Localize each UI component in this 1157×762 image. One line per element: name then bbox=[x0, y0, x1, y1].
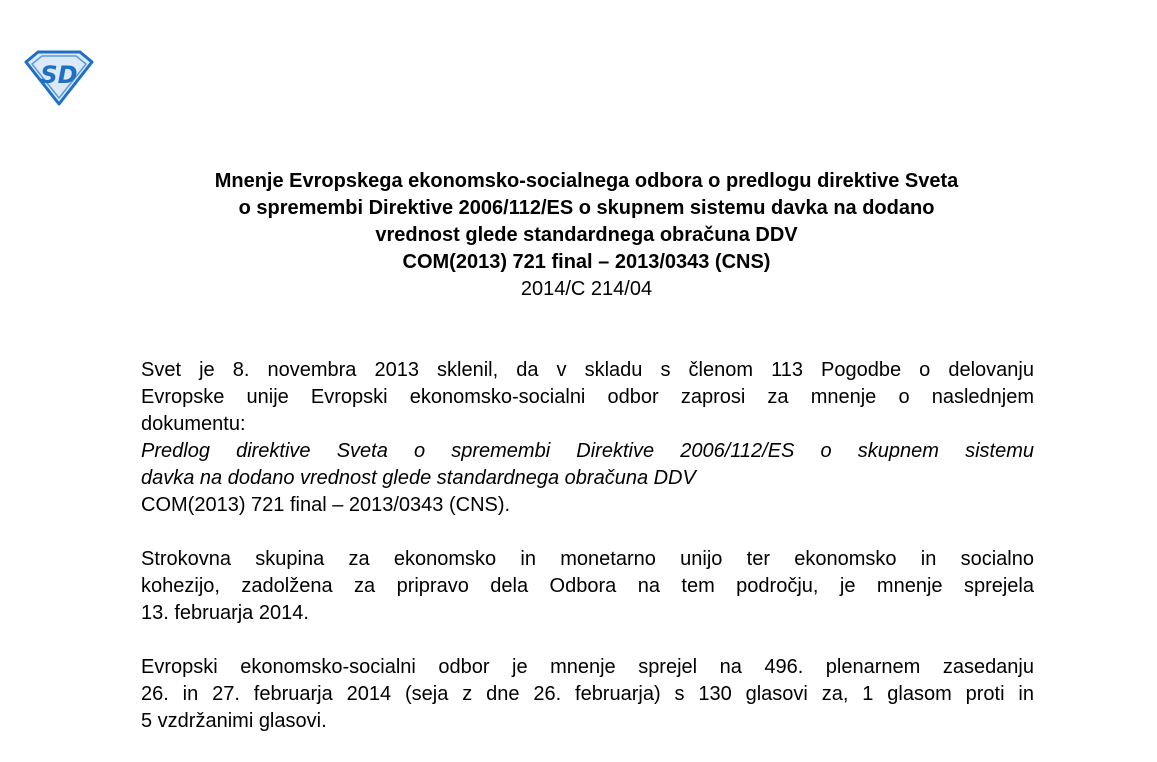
proposal-title-line: Predlog direktive Sveta o spremembi Direktive 2006/112/ES o skupnem sistemu bbox=[141, 440, 1034, 462]
body-line: 5 vzdržanimi glasovi. bbox=[141, 710, 327, 732]
body-line: Strokovna skupina za ekonomsko in monetarno unijo ter ekonomsko in socialno bbox=[141, 548, 1034, 570]
sd-shield-logo bbox=[22, 50, 96, 106]
proposal-title-line: davka na dodano vrednost glede standardnega obračuna DDV bbox=[141, 467, 696, 489]
body-line: Evropski ekonomsko-socialni odbor je mnenje sprejel na 496. plenarnem zasedanju bbox=[141, 656, 1034, 678]
paragraph-council-request bbox=[141, 357, 1034, 519]
document-body bbox=[141, 357, 1034, 762]
paragraph-plenary-adoption bbox=[141, 654, 1034, 735]
body-line: dokumentu: bbox=[141, 413, 246, 435]
body-line: 13. februarja 2014. bbox=[141, 602, 309, 624]
proposal-reference: COM(2013) 721 final – 2013/0343 (CNS). bbox=[141, 494, 511, 516]
document-title bbox=[100, 168, 1073, 303]
title-com-reference: COM(2013) 721 final – 2013/0343 (CNS) bbox=[402, 251, 771, 273]
paragraph-section-adoption bbox=[141, 546, 1034, 627]
title-line: Mnenje Evropskega ekonomsko-socialnega odbora o predlogu direktive Sveta bbox=[214, 170, 959, 192]
body-line: 26. in 27. februarja 2014 (seja z dne 26. februarja) s 130 glasovi za, 1 glasom proti in bbox=[141, 683, 1034, 705]
body-line: kohezijo, zadolžena za pripravo dela Odbora na tem področju, je mnenje sprejela bbox=[141, 575, 1034, 597]
body-line: Evropske unije Evropski ekonomsko-socialni odbor zaprosi za mnenje o naslednjem bbox=[141, 386, 1034, 408]
title-oj-reference: 2014/C 214/04 bbox=[520, 278, 653, 300]
logo-text: SD bbox=[40, 61, 78, 89]
title-line: vrednost glede standardnega obračuna DDV bbox=[375, 224, 798, 246]
body-line: Svet je 8. novembra 2013 sklenil, da v skladu s členom 113 Pogodbe o delovanju bbox=[141, 359, 1034, 381]
sd-logo-icon bbox=[22, 50, 96, 106]
title-line: o spremembi Direktive 2006/112/ES o skupnem sistemu davka na dodano bbox=[238, 197, 935, 219]
